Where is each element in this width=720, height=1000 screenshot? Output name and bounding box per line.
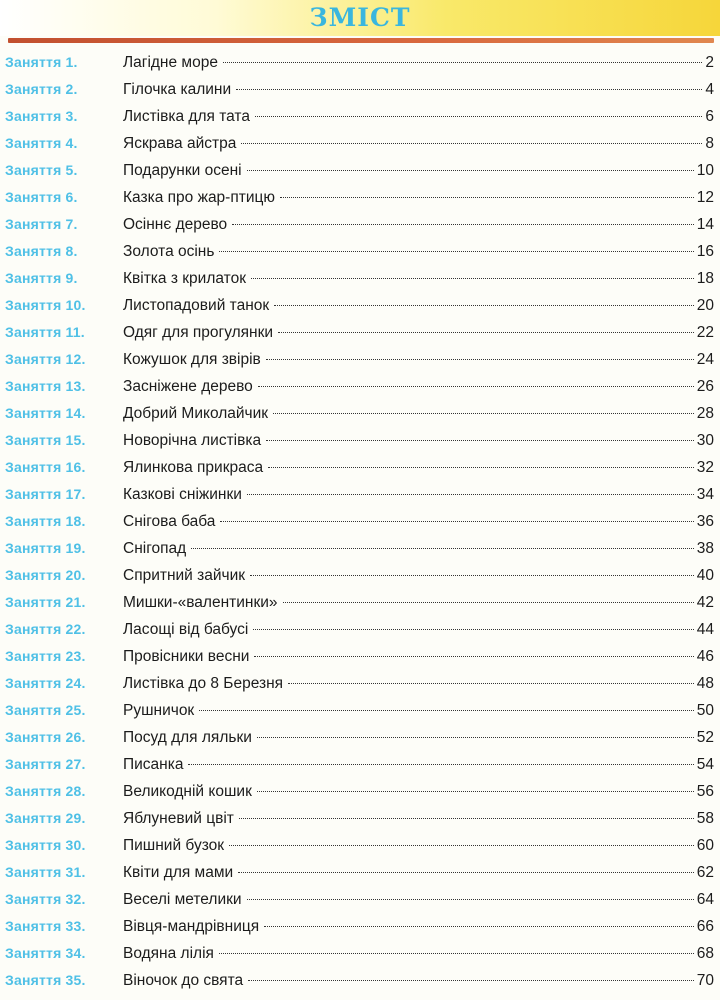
lesson-title: Яскрава айстра [123,135,237,152]
page-number: 18 [696,270,714,287]
dot-leader [255,116,702,117]
toc-entry[interactable] [0,646,720,673]
dot-leader [273,413,694,414]
lesson-label: Заняття 5. [5,162,78,178]
dot-leader [219,251,693,252]
dot-leader [250,575,694,576]
lesson-title: Квіти для мами [123,864,234,881]
lesson-title: Спритний зайчик [123,567,246,584]
page-number: 64 [696,891,714,908]
dot-leader [268,467,694,468]
page-number: 16 [696,243,714,260]
lesson-title: Писанка [123,756,184,773]
toc-entry[interactable] [0,511,720,538]
page-number: 6 [705,108,714,125]
page-number: 30 [696,432,714,449]
dot-leader [239,818,694,819]
lesson-title: Лагідне море [123,54,218,71]
lesson-label: Заняття 13. [5,378,86,394]
toc-entry[interactable] [0,457,720,484]
lesson-title: Казкові сніжинки [123,486,242,503]
lesson-title: Золота осінь [123,243,215,260]
toc-entry[interactable] [0,79,720,106]
toc-entry[interactable] [0,484,720,511]
toc-entry[interactable] [0,835,720,862]
lesson-label: Заняття 20. [5,567,86,583]
lesson-label: Заняття 10. [5,297,86,313]
dot-leader [238,872,694,873]
dot-leader [232,224,694,225]
toc-entry[interactable] [0,619,720,646]
page-number: 36 [696,513,714,530]
page-number: 24 [696,351,714,368]
lesson-title: Водяна лілія [123,945,214,962]
dot-leader [258,386,694,387]
header-rule [8,38,714,43]
toc-entry[interactable] [0,808,720,835]
dot-leader [219,953,694,954]
lesson-title: Посуд для ляльки [123,729,252,746]
lesson-label: Заняття 2. [5,81,78,97]
dot-leader [264,926,694,927]
dot-leader [257,737,694,738]
page-number: 8 [705,135,714,152]
lesson-label: Заняття 35. [5,972,86,988]
lesson-label: Заняття 29. [5,810,86,826]
lesson-label: Заняття 4. [5,135,78,151]
lesson-label: Заняття 14. [5,405,86,421]
lesson-label: Заняття 22. [5,621,86,637]
lesson-title: Листівка до 8 Березня [123,675,284,692]
toc-entry[interactable] [0,970,720,997]
lesson-title: Листопадовий танок [123,297,270,314]
page-number: 62 [696,864,714,881]
dot-leader [229,845,694,846]
page-number: 32 [696,459,714,476]
toc-entry[interactable] [0,214,720,241]
toc-entry[interactable] [0,403,720,430]
lesson-title: Засніжене дерево [123,378,253,395]
lesson-label: Заняття 33. [5,918,86,934]
lesson-title: Вівця-мандрівниця [123,918,260,935]
lesson-label: Заняття 3. [5,108,78,124]
lesson-title: Рушничок [123,702,195,719]
toc-entry[interactable] [0,187,720,214]
lesson-title: Снігопад [123,540,187,557]
lesson-label: Заняття 30. [5,837,86,853]
toc-entry[interactable] [0,916,720,943]
dot-leader [241,143,702,144]
page-number: 66 [696,918,714,935]
toc-entry[interactable] [0,889,720,916]
toc-entry[interactable] [0,349,720,376]
lesson-title: Добрий Миколайчик [123,405,269,422]
lesson-title: Снігова баба [123,513,216,530]
dot-leader [274,305,694,306]
lesson-label: Заняття 9. [5,270,78,286]
lesson-title: Подарунки осені [123,162,242,179]
page-number: 12 [696,189,714,206]
dot-leader [257,791,694,792]
lesson-title: Листівка для тата [123,108,250,125]
page-number: 58 [696,810,714,827]
lesson-label: Заняття 19. [5,540,86,556]
toc-entry[interactable] [0,592,720,619]
lesson-label: Заняття 21. [5,594,86,610]
lesson-label: Заняття 32. [5,891,86,907]
toc-entry[interactable] [0,565,720,592]
toc-entry[interactable] [0,268,720,295]
page-number: 42 [696,594,714,611]
toc-entry[interactable] [0,322,720,349]
lesson-title: Пишний бузок [123,837,225,854]
dot-leader [288,683,694,684]
page-number: 68 [696,945,714,962]
lesson-title: Провісники весни [123,648,250,665]
dot-leader [266,359,694,360]
lesson-label: Заняття 23. [5,648,86,664]
dot-leader [191,548,694,549]
page-number: 10 [696,162,714,179]
page-number: 14 [696,216,714,233]
page-title: ЗМІСТ [309,3,411,32]
lesson-label: Заняття 15. [5,432,86,448]
page-number: 38 [696,540,714,557]
page-number: 70 [696,972,714,989]
toc-entry[interactable] [0,943,720,970]
toc-entry[interactable] [0,241,720,268]
lesson-label: Заняття 24. [5,675,86,691]
page-number: 50 [696,702,714,719]
toc-entry[interactable] [0,754,720,781]
dot-leader [223,62,702,63]
lesson-title: Яблуневий цвіт [123,810,234,827]
dot-leader [247,170,694,171]
lesson-label: Заняття 18. [5,513,86,529]
lesson-title: Кожушок для звірів [123,351,261,368]
toc-entry[interactable] [0,673,720,700]
page-number: 46 [696,648,714,665]
dot-leader [248,980,694,981]
lesson-label: Заняття 34. [5,945,86,961]
lesson-title: Гілочка калини [123,81,232,98]
lesson-title: Ялинкова прикраса [123,459,264,476]
lesson-title: Одяг для прогулянки [123,324,274,341]
toc-entry[interactable] [0,376,720,403]
lesson-title: Осіннє дерево [123,216,228,233]
lesson-label: Заняття 26. [5,729,86,745]
lesson-title: Новорічна листівка [123,432,262,449]
lesson-label: Заняття 6. [5,189,78,205]
lesson-title: Мишки-«валентинки» [123,594,278,611]
lesson-label: Заняття 8. [5,243,78,259]
lesson-title: Великодній кошик [123,783,252,800]
toc-entry[interactable] [0,727,720,754]
page-number: 26 [696,378,714,395]
lesson-label: Заняття 25. [5,702,86,718]
table-of-contents [0,52,720,997]
toc-entry[interactable] [0,430,720,457]
lesson-label: Заняття 11. [5,324,85,340]
lesson-label: Заняття 31. [5,864,86,880]
toc-entry[interactable] [0,106,720,133]
lesson-label: Заняття 7. [5,216,78,232]
lesson-label: Заняття 1. [5,54,78,70]
lesson-label: Заняття 16. [5,459,86,475]
lesson-title: Віночок до свята [123,972,244,989]
dot-leader [236,89,702,90]
dot-leader [247,899,694,900]
dot-leader [254,656,693,657]
toc-entry[interactable] [0,160,720,187]
toc-entry[interactable] [0,700,720,727]
dot-leader [253,629,693,630]
page-number: 60 [696,837,714,854]
page-number: 28 [696,405,714,422]
page-number: 40 [696,567,714,584]
lesson-title: Казка про жар-птицю [123,189,275,206]
dot-leader [266,440,694,441]
dot-leader [280,197,694,198]
page-number: 2 [705,54,714,71]
page-number: 56 [696,783,714,800]
lesson-label: Заняття 17. [5,486,86,502]
dot-leader [247,494,694,495]
dot-leader [278,332,694,333]
page-number: 48 [696,675,714,692]
toc-entry[interactable] [0,133,720,160]
dot-leader [283,602,694,603]
lesson-label: Заняття 27. [5,756,86,772]
lesson-title: Ласощі від бабусі [123,621,249,638]
page-number: 22 [696,324,714,341]
page-number: 4 [705,81,714,98]
toc-entry[interactable] [0,862,720,889]
lesson-title: Квітка з крилаток [123,270,246,287]
toc-entry[interactable] [0,781,720,808]
page-number: 52 [696,729,714,746]
lesson-label: Заняття 28. [5,783,86,799]
page-number: 20 [696,297,714,314]
dot-leader [251,278,694,279]
toc-entry[interactable] [0,52,720,79]
dot-leader [199,710,694,711]
toc-entry[interactable] [0,295,720,322]
lesson-title: Веселі метелики [123,891,242,908]
dot-leader [220,521,693,522]
page-number: 44 [696,621,714,638]
dot-leader [188,764,693,765]
page-number: 54 [696,756,714,773]
lesson-label: Заняття 12. [5,351,86,367]
toc-entry[interactable] [0,538,720,565]
page-number: 34 [696,486,714,503]
